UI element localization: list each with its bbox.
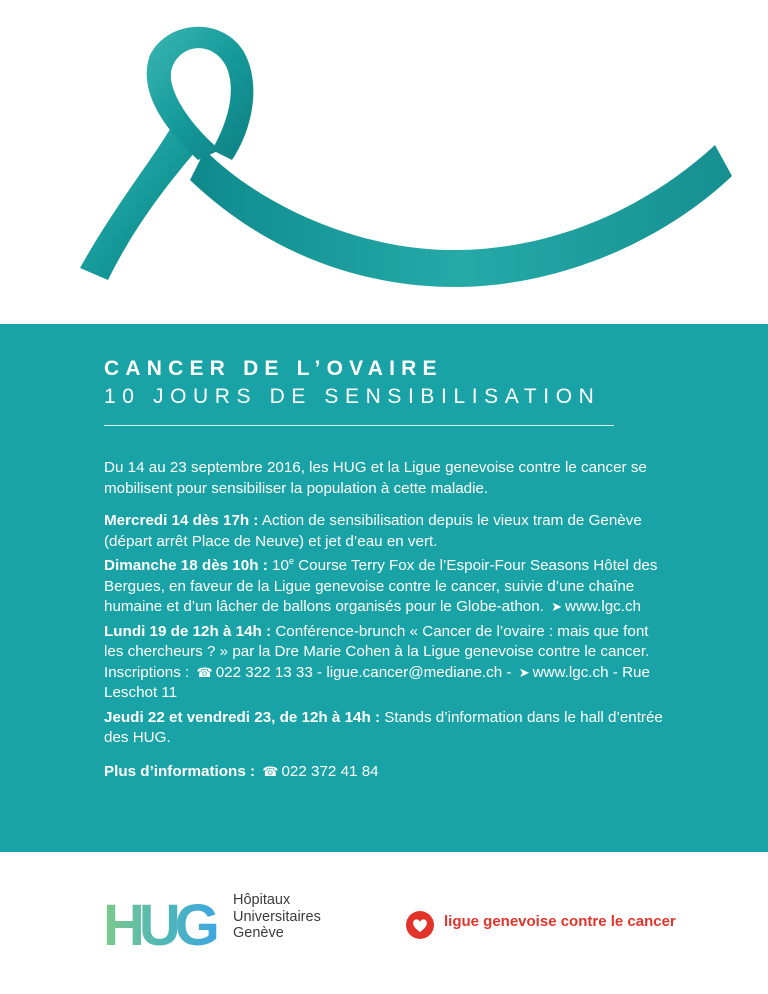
- event-text: Stands d’information dans le hall d’entrée des HUG.: [104, 708, 663, 746]
- poster-content: [104, 458, 664, 782]
- event-item: [104, 708, 664, 749]
- hug-name-line: Hôpitaux: [233, 892, 291, 908]
- hug-letters: HUG: [103, 897, 214, 947]
- phone-number[interactable]: 022 322 13 33 -: [215, 663, 323, 681]
- teal-ribbon-icon: [0, 0, 768, 324]
- lgc-name: ligue genevoise contre le cancer: [444, 913, 676, 930]
- poster-title: CANCER DE L’OVAIRE: [104, 357, 443, 380]
- hug-name: [233, 892, 321, 942]
- more-info: [104, 762, 664, 783]
- event-text: Course Terry Fox de l’Espoir-Four Seasons Hôtel des Bergues, en faveur de la Ligue genevoise contre le cancer, suivie d’une chaîne humaine et d’un lâcher de ballons organisés pour le Globe-athon.: [104, 557, 658, 615]
- heart-logo-icon: [405, 910, 435, 940]
- event-item: [104, 556, 664, 618]
- more-info-phone[interactable]: 022 372 41 84: [281, 762, 379, 780]
- event-text: Action de sensibilisation depuis le vieux tram de Genève (départ arrêt Place de Neuve) et jet d’eau en vert.: [104, 512, 642, 550]
- paper-plane-icon: ➤: [518, 664, 530, 680]
- ribbon-image: [0, 0, 768, 324]
- email-link[interactable]: ligue.cancer@mediane.ch -: [326, 663, 512, 681]
- paper-plane-icon: ➤: [551, 599, 563, 614]
- hug-name-line: Genève: [233, 925, 284, 941]
- intro-text: Du 14 au 23 septembre 2016, les HUG et la Ligue genevoise contre le cancer se mobilisent pour sensibiliser la population à cette maladie.: [104, 459, 647, 497]
- title-divider: [104, 425, 614, 426]
- hug-name-line: Universitaires: [233, 908, 321, 925]
- website-link[interactable]: www.lgc.ch: [565, 598, 641, 615]
- event-when: Mercredi 14 dès 17h :: [104, 512, 259, 529]
- event-item: [104, 622, 664, 704]
- event-when: Lundi 19 de 12h à 14h :: [104, 622, 272, 640]
- event-number-suffix: e: [288, 555, 294, 566]
- event-item: [104, 511, 664, 552]
- event-when: Jeudi 22 et vendredi 23, de 12h à 14h :: [104, 708, 381, 726]
- phone-icon: ☎: [262, 763, 279, 779]
- hug-logo: [103, 897, 221, 947]
- website-link[interactable]: www.lgc.ch: [532, 663, 609, 681]
- poster-subtitle: 10 JOURS DE SENSIBILISATION: [104, 385, 601, 408]
- event-number: 10: [272, 557, 289, 574]
- event-address: - Rue Leschot 11: [104, 663, 650, 701]
- phone-icon: ☎: [196, 664, 213, 680]
- event-when: Dimanche 18 dès 10h :: [104, 557, 268, 574]
- event-text: Conférence-brunch « Cancer de l’ovaire : mais que font les chercheurs ? » par la Dre Marie Cohen à la Ligue genevoise contre le cancer. Inscriptions :: [104, 622, 650, 681]
- more-info-label: Plus d’informations :: [104, 762, 256, 780]
